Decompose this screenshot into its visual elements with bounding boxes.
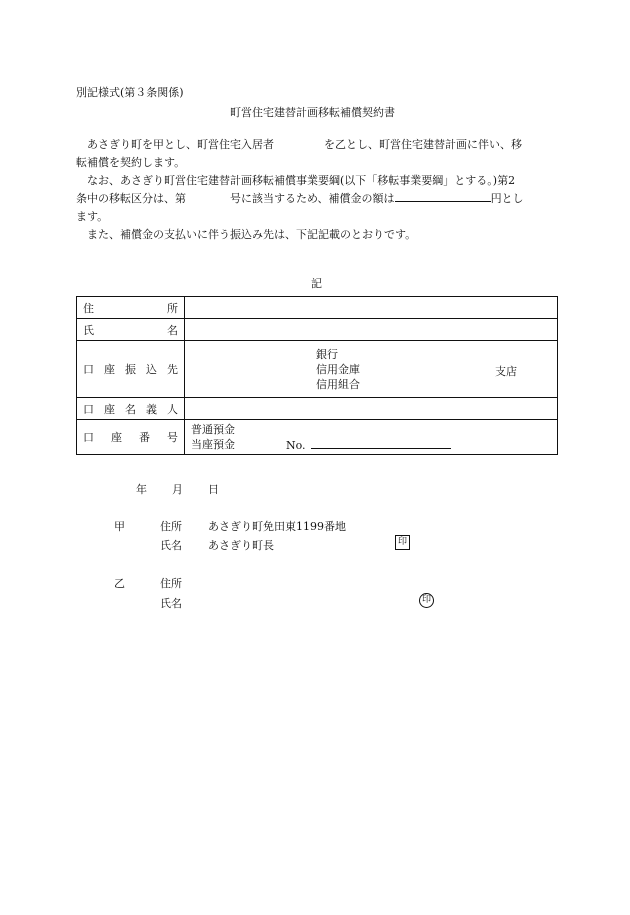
date-day: 日 xyxy=(208,483,219,496)
party-a-address-label: 住所 xyxy=(160,520,182,533)
account-type-list xyxy=(191,422,235,452)
bank-row xyxy=(77,341,558,398)
party-b-label: 乙 xyxy=(114,577,125,590)
paragraph-1-a: あさぎり町を甲とし、町営住宅入居者 xyxy=(87,138,274,151)
paragraph-2-b: 条中の移転区分は、第 xyxy=(76,192,186,205)
bank-field[interactable] xyxy=(185,341,558,398)
name-field[interactable] xyxy=(185,319,558,341)
ki-heading: 記 xyxy=(311,277,322,290)
holder-label: 口 座 名 義 人 xyxy=(77,398,185,420)
transfer-info-table xyxy=(76,296,558,455)
party-b-seal-icon: 印 xyxy=(419,593,434,608)
bank-type-kumiai: 信用組合 xyxy=(316,378,360,391)
party-a-seal-icon: 印 xyxy=(395,535,410,550)
paragraph-2-a: なお、あさぎり町営住宅建替計画移転補償事業要綱(以下「移転事業要綱」とする。)第2 xyxy=(87,174,516,187)
no-label: No. xyxy=(286,439,306,452)
bank-type-list xyxy=(316,347,360,392)
party-a-label: 甲 xyxy=(114,520,125,533)
holder-field[interactable] xyxy=(185,398,558,420)
address-field[interactable] xyxy=(185,297,558,319)
address-row xyxy=(77,297,558,319)
party-a-name: あさぎり町長 xyxy=(208,539,274,552)
account-type-current: 当座預金 xyxy=(191,438,235,451)
paragraph-1-c: 転補償を契約します。 xyxy=(76,156,186,169)
document-title: 町営住宅建替計画移転補償契約書 xyxy=(230,106,395,119)
bank-type-shinkin: 信用金庫 xyxy=(316,363,360,376)
amount-blank xyxy=(395,190,491,202)
date-year: 年 xyxy=(136,483,147,496)
party-a-name-label: 氏名 xyxy=(160,539,182,552)
bank-type-bank: 銀行 xyxy=(316,348,338,361)
party-a-address: あさぎり町免田東1199番地 xyxy=(208,520,346,533)
name-row xyxy=(77,319,558,341)
account-label: 口 座 番 号 xyxy=(77,420,185,455)
account-number-blank[interactable] xyxy=(311,437,451,449)
account-row xyxy=(77,420,558,455)
bank-label: 口 座 振 込 先 xyxy=(77,341,185,398)
date-month: 月 xyxy=(172,483,183,496)
form-label: 別記様式(第３条関係) xyxy=(76,86,184,99)
account-type-ordinary: 普通預金 xyxy=(191,423,235,436)
holder-row xyxy=(77,398,558,420)
name-label: 氏 名 xyxy=(77,319,185,341)
account-number-line xyxy=(286,437,451,452)
party-b-name-label: 氏名 xyxy=(160,597,182,610)
party-b-address-label: 住所 xyxy=(160,577,182,590)
address-label: 住 所 xyxy=(77,297,185,319)
paragraph-2-e: ます。 xyxy=(76,210,109,223)
body-text xyxy=(76,136,558,244)
account-field[interactable] xyxy=(185,420,558,455)
paragraph-3: また、補償金の支払いに伴う振込み先は、下記記載のとおりです。 xyxy=(87,228,417,241)
paragraph-2-d: 円とし xyxy=(490,192,524,205)
branch-label: 支店 xyxy=(495,365,517,378)
paragraph-2-c: 号に該当するため、補償金の額は xyxy=(230,192,395,205)
paragraph-1-b: を乙とし、町営住宅建替計画に伴い、移 xyxy=(324,138,522,151)
